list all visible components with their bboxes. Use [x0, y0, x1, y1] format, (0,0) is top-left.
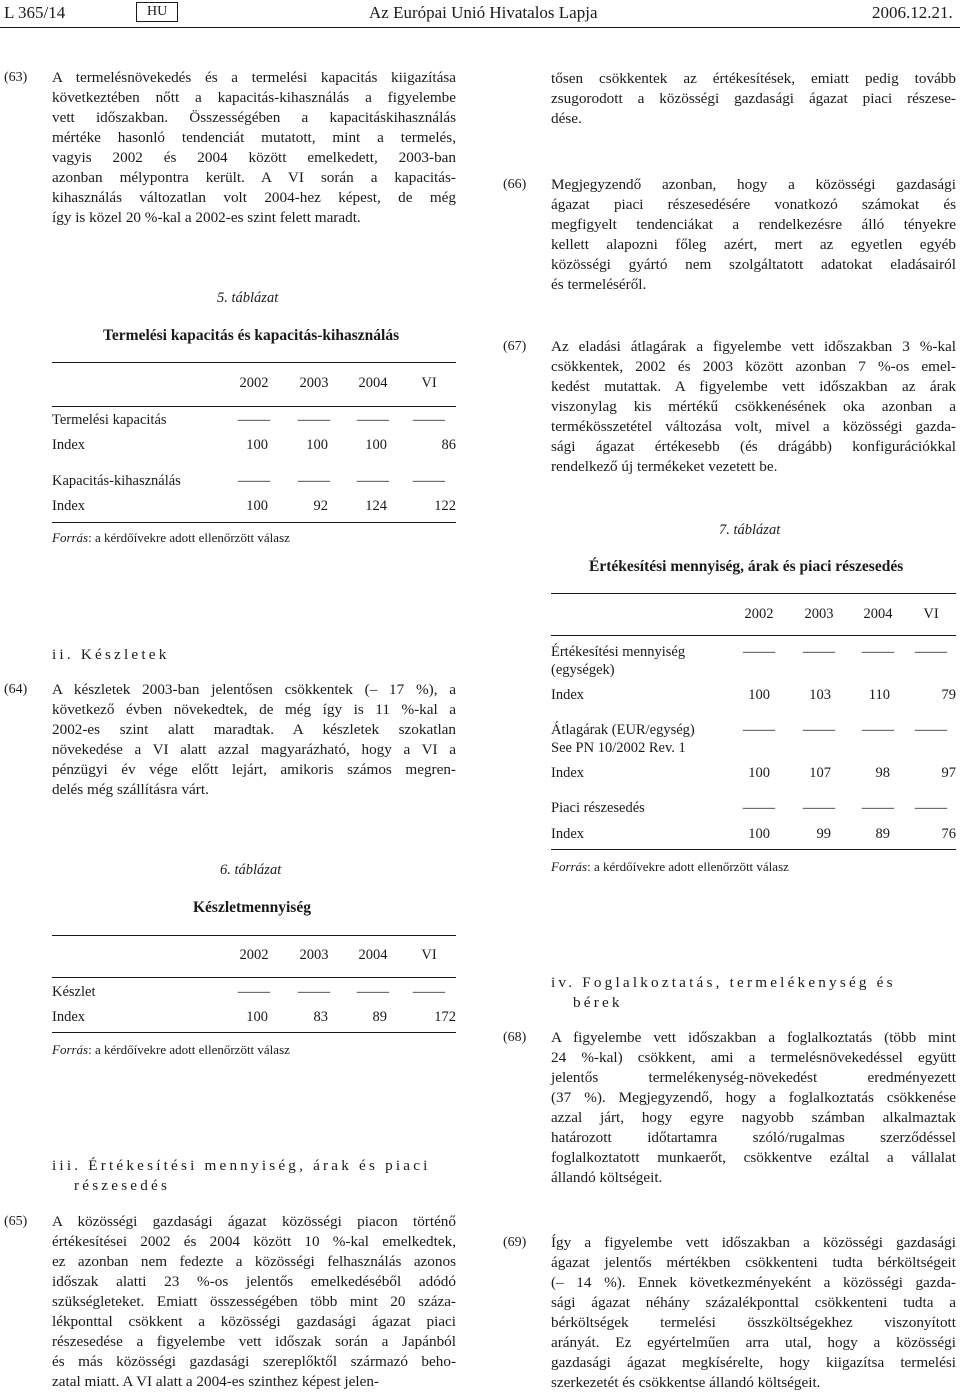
text-line: megfigyelt tendenciákat a rendelkezésre álló tényekre	[551, 216, 956, 233]
section-heading: ii. Készletek	[52, 646, 170, 663]
table-cell: —	[298, 984, 330, 1000]
paragraph-65-continued	[551, 69, 956, 129]
source-label: Forrás	[52, 1042, 89, 1057]
text-line: és más közösségi gazdasági szereplőktől származó beho-	[52, 1353, 456, 1370]
table-cell: 100	[246, 498, 268, 514]
page-reference: L 365/14	[4, 3, 66, 22]
paragraph-number: (66)	[503, 177, 527, 192]
table-caption: 7. táblázat	[719, 522, 781, 538]
text-line: zatal miatt. A VI alatt a 2004-es szinthez képest jelen-	[52, 1373, 379, 1390]
text-line: A figyelembe vett időszakban a foglalkoztatás (több mint	[551, 1029, 956, 1046]
source-label: Forrás	[52, 530, 89, 545]
column-header: 2003	[804, 606, 834, 622]
table-cell: —	[238, 984, 270, 1000]
table-7	[551, 593, 956, 883]
table-cell: —	[413, 412, 445, 428]
text-line: gazdasági ágazat megkísérelte, hogy kiigazítsa termelési	[551, 1354, 956, 1371]
text-line: viszonylag kis mértékű csökkenésének oka azonban a	[551, 398, 956, 415]
text-line: időszak alatti 23 %-os jelentős emelkedéséből adódó	[52, 1273, 456, 1290]
column-header: VI	[923, 606, 939, 622]
row-label: Kapacitás-kihasználás	[52, 473, 181, 489]
table-cell: —	[413, 984, 445, 1000]
row-label: Index	[551, 687, 585, 703]
paragraph-66	[551, 175, 956, 295]
table-cell: —	[915, 722, 947, 738]
column-header: 2002	[744, 606, 774, 622]
table-caption: 5. táblázat	[217, 290, 279, 306]
text-line: mértéke hasonló tendenciát mutatott, mint a termelés,	[52, 129, 456, 146]
table-cell: 79	[941, 687, 956, 703]
row-label: Piaci részesedés	[551, 800, 645, 816]
table-title: Termelési kapacitás és kapacitás-kihasználás	[103, 327, 400, 344]
table-6	[52, 935, 456, 1065]
column-header: VI	[421, 375, 437, 391]
table-cell: 98	[875, 765, 890, 781]
table-cell: —	[357, 412, 389, 428]
table-cell: —	[357, 473, 389, 489]
table-rule	[52, 935, 456, 936]
table-cell: —	[915, 800, 947, 816]
text-line: következtében nőtt a kapacitás-kihasználás a figyelembe	[52, 89, 456, 106]
text-line: sági ágazat néhány százalékponttal csökkenteni tudta a	[551, 1294, 956, 1311]
paragraph-65	[52, 1212, 456, 1392]
text-line: (– 14 %). Ennek következményeként a közösségi gazda-	[551, 1274, 956, 1291]
table-title: Készletmennyiség	[193, 899, 311, 916]
table-rule	[551, 635, 956, 636]
table-source	[52, 1042, 290, 1058]
table-cell: 100	[365, 437, 387, 453]
table-cell: 86	[441, 437, 456, 453]
paragraph-number: (67)	[503, 339, 527, 354]
column-header: VI	[421, 947, 437, 963]
text-line: következő évben növekedtek, de még így is 11 %-kal a	[52, 701, 456, 718]
text-line: lékponttal csökkent a közösségi gazdasági ágazat piaci	[52, 1313, 456, 1330]
text-line: kihasználás változatlan volt 2004-hez képest, de még	[52, 189, 456, 206]
table-source	[52, 530, 290, 546]
language-badge: HU	[136, 2, 178, 22]
page-header	[0, 0, 960, 26]
source-label: Forrás	[551, 859, 588, 874]
text-line: zsugorodott a közösségi gazdasági ágazat piaci részese-	[551, 90, 956, 107]
section-heading: iv. Foglalkoztatás, termelékenység és	[551, 974, 896, 991]
column-header: 2004	[358, 947, 388, 963]
table-cell: 107	[809, 765, 831, 781]
column-header: 2003	[299, 375, 329, 391]
row-label: Index	[551, 765, 585, 781]
row-label: Termelési kapacitás	[52, 412, 167, 428]
journal-title: Az Európai Unió Hivatalos Lapja	[369, 3, 598, 22]
source-text: : a kérdőívekre adott ellenőrzött válasz	[88, 1042, 290, 1057]
text-line: A készletek 2003-ban jelentősen csökkentek (– 17 %), a	[52, 681, 456, 698]
paragraph-67	[551, 337, 956, 477]
text-line: Így a figyelembe vett időszakban a közösségi gazdasági	[551, 1234, 956, 1251]
table-cell: 124	[365, 498, 387, 514]
table-cell: —	[862, 644, 894, 660]
table-5	[52, 362, 456, 552]
table-cell: —	[298, 412, 330, 428]
column-header: 2004	[863, 606, 893, 622]
text-line: kellett alapozni főleg azért, mert az egyetlen egyéb	[551, 236, 956, 253]
row-label: Index	[551, 826, 585, 842]
table-cell: —	[238, 412, 270, 428]
table-rule	[52, 406, 456, 407]
table-rule	[52, 522, 456, 523]
table-cell: 100	[748, 765, 770, 781]
table-cell: —	[803, 644, 835, 660]
table-cell: 100	[748, 687, 770, 703]
text-line: ágazat jelentős mértékben csökkenteni tudta bérköltségeit	[551, 1254, 956, 1271]
table-source	[551, 859, 789, 875]
section-heading: iii. Értékesítési mennyiség, árak és piaci	[52, 1157, 431, 1174]
column-header: 2004	[358, 375, 388, 391]
text-line: és termeléséről.	[551, 276, 647, 293]
text-line: sági ágazat értékesebb (és drágább) konfigurációkkal	[551, 438, 956, 455]
table-cell: 110	[868, 687, 890, 703]
table-cell: 99	[816, 826, 831, 842]
table-cell: —	[862, 722, 894, 738]
table-cell: —	[238, 473, 270, 489]
text-line: A termelésnövekedés és a termelési kapacitás kiigazítása	[52, 69, 456, 86]
table-cell: —	[413, 473, 445, 489]
paragraph-68	[551, 1028, 956, 1188]
text-line: 2002-es szint alatt maradtak. A készletek szokatlan	[52, 721, 456, 738]
row-label: Index	[52, 437, 86, 453]
text-line: növekedése a VI alatt azzal magyarázható, hogy a VI a	[52, 741, 456, 758]
row-label: Készlet	[52, 984, 96, 1000]
table-cell: 103	[809, 687, 831, 703]
table-cell: —	[743, 644, 775, 660]
text-line: arányát. Ez egyértelműen arra utal, hogy a közösségi	[551, 1334, 956, 1351]
text-line: kedést mutattak. A figyelembe vett időszakban az árak	[551, 378, 956, 395]
text-line: termékösszetétel változása volt, mivel a közösségi gazda-	[551, 418, 956, 435]
text-line: (37 %). Megjegyzendő, hogy a foglalkoztatás csökkenése	[551, 1089, 956, 1106]
text-line: szerkezetét és csökkentse állandó költségeit.	[551, 1374, 821, 1391]
paragraph-64	[52, 680, 456, 800]
text-line: Megjegyzendő azonban, hogy a közösségi gazdasági	[551, 176, 956, 193]
column-header: 2002	[239, 947, 269, 963]
text-line: foglalkoztatott munkaerőt, csökkentve ezáltal a vállalat	[551, 1149, 956, 1166]
table-cell: —	[803, 722, 835, 738]
text-line: vett időszakban. Összességében a kapacitáskihasználás	[52, 109, 456, 126]
text-line: ez azonban nem fedezte a közösségi felhasználás azonos	[52, 1253, 456, 1270]
table-cell: 83	[313, 1009, 328, 1025]
text-line: rendelkező új termékeket vezetett be.	[551, 458, 778, 475]
table-cell: 76	[941, 826, 956, 842]
row-label: Átlagárak (EUR/egység)	[551, 722, 695, 738]
paragraph-number: (63)	[4, 70, 28, 85]
row-label: Index	[52, 498, 86, 514]
table-cell: 89	[372, 1009, 387, 1025]
table-title: Értékesítési mennyiség, árak és piaci részesedés	[589, 558, 904, 575]
column-header: 2002	[239, 375, 269, 391]
source-text: : a kérdőívekre adott ellenőrzött válasz	[587, 859, 789, 874]
text-line: dése.	[551, 110, 582, 127]
text-line: értékesítései 2002 és 2004 között 10 %-kal emelkedtek,	[52, 1233, 456, 1250]
table-cell: —	[862, 800, 894, 816]
table-rule	[551, 593, 956, 594]
text-line: tősen csökkentek az értékesítések, emiatt pedig tovább	[551, 70, 956, 87]
table-cell: —	[743, 800, 775, 816]
text-line: azzal járt, hogy egyre nagyobb számban alkalmaztak	[551, 1109, 956, 1126]
table-cell: 122	[434, 498, 456, 514]
text-line: azonban mélypontra került. A VI során a kapacitás-	[52, 169, 456, 186]
paragraph-number: (65)	[4, 1214, 28, 1229]
table-rule	[52, 1032, 456, 1033]
text-line: pénzügyi év vége előtt lejárt, amikoris számos megren-	[52, 761, 456, 778]
table-cell: —	[743, 722, 775, 738]
paragraph-63	[52, 68, 456, 228]
header-rule	[0, 27, 960, 28]
table-cell: —	[803, 800, 835, 816]
table-caption: 6. táblázat	[220, 862, 282, 878]
text-line: delés még szállításra várt.	[52, 781, 209, 798]
table-cell: —	[357, 984, 389, 1000]
row-label-sub: (egységek)	[551, 662, 615, 678]
text-line: bérköltségek termelési összköltségekhez viszonyított	[551, 1314, 956, 1331]
table-rule	[52, 977, 456, 978]
table-cell: 172	[434, 1009, 456, 1025]
table-cell: —	[298, 473, 330, 489]
text-line: Az eladási átlagárak a figyelembe vett időszakban 3 %-kal	[551, 338, 956, 355]
publication-date: 2006.12.21.	[872, 3, 953, 22]
table-cell: 97	[941, 765, 956, 781]
source-text: : a kérdőívekre adott ellenőrzött válasz	[88, 530, 290, 545]
text-line: szükségleteket. Emiatt összességében több mint 20 száza-	[52, 1293, 456, 1310]
table-cell: 100	[246, 1009, 268, 1025]
text-line: közösségi gyártó nem szolgáltatott adatokat eladásairól	[551, 256, 956, 273]
text-line: jelentős termelékenység-növekedést eredményezett	[551, 1069, 956, 1086]
paragraph-69	[551, 1233, 956, 1393]
row-label: Értékesítési mennyiség	[551, 644, 686, 660]
table-rule	[52, 362, 456, 363]
table-cell: 92	[313, 498, 328, 514]
table-cell: 100	[306, 437, 328, 453]
paragraph-number: (69)	[503, 1235, 527, 1250]
paragraph-number: (64)	[4, 682, 28, 697]
text-line: A közösségi gazdasági ágazat közösségi piacon történő	[52, 1213, 456, 1230]
section-heading-cont: részesedés	[74, 1177, 171, 1194]
column-header: 2003	[299, 947, 329, 963]
text-line: csökkentek, 2002 és 2003 között azonban 7 %-os emel-	[551, 358, 956, 375]
text-line: állandó költségeit.	[551, 1169, 663, 1186]
paragraph-number: (68)	[503, 1030, 527, 1045]
text-line: ágazat piaci részesedésére vonatkozó számokat és	[551, 196, 956, 213]
table-cell: 89	[875, 826, 890, 842]
text-line: részesedése a figyelembe vett időszak során a Japánból	[52, 1333, 456, 1350]
row-label: Index	[52, 1009, 86, 1025]
text-line: vagyis 2002 és 2004 között emelkedett, 2003-ban	[52, 149, 456, 166]
text-line: 24 %-kal) csökkent, ami a termelésnövekedéssel együtt	[551, 1049, 956, 1066]
table-cell: —	[915, 644, 947, 660]
table-cell: 100	[748, 826, 770, 842]
table-cell: 100	[246, 437, 268, 453]
text-line: határozott időtartamra szóló/rugalmas szerződéssel	[551, 1129, 956, 1146]
row-label-sub: See PN 10/2002 Rev. 1	[551, 740, 686, 756]
table-rule	[551, 849, 956, 850]
section-heading-cont: bérek	[573, 994, 623, 1011]
text-line: így is közel 20 %-kal a 2002-es szint felett maradt.	[52, 209, 361, 226]
